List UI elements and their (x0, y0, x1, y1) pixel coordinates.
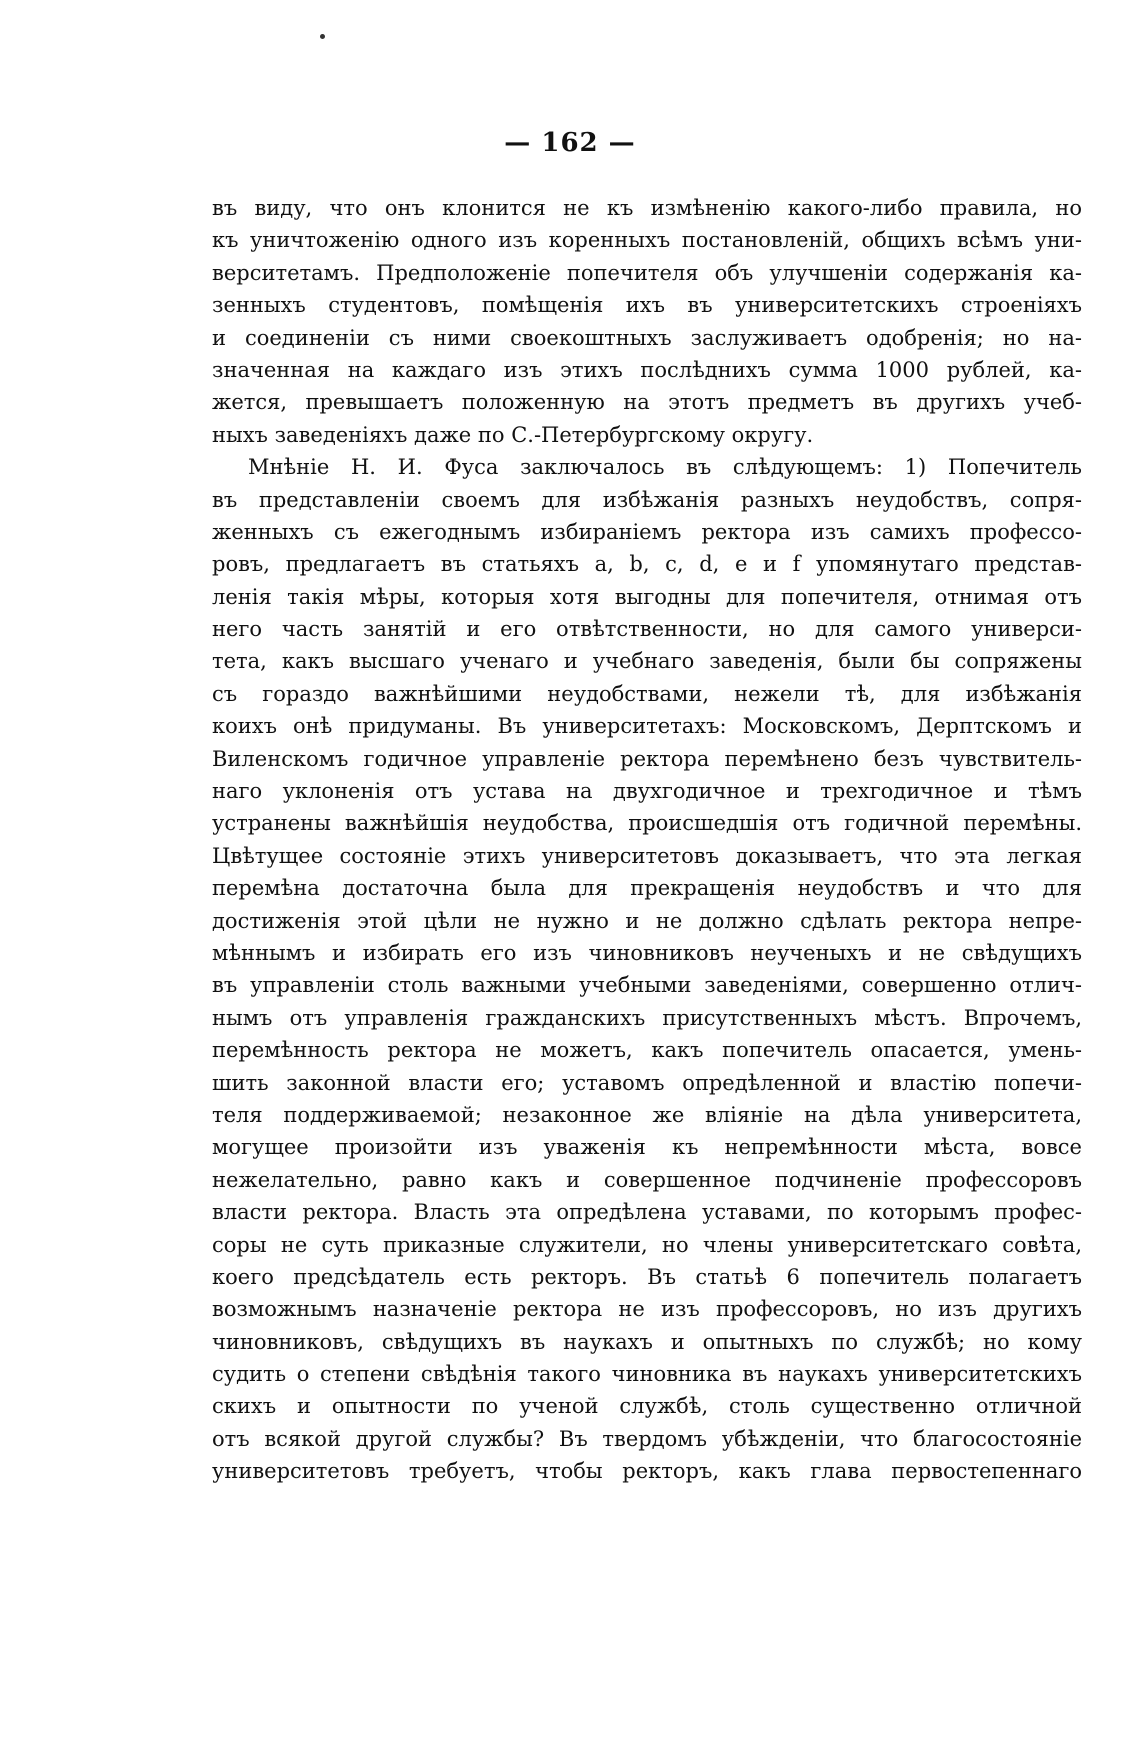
text-line: жется, превышаетъ положенную на этотъ предметъ въ другихъ учеб- (212, 390, 1082, 415)
text-line: Мнѣніе Н. И. Фуса заключалось въ слѣдующемъ: 1) Попечитель (248, 455, 1082, 480)
text-line: ровъ, предлагаетъ въ статьяхъ a, b, c, d, e и f упомянутаго представ- (212, 552, 1082, 577)
text-line: соры не суть приказные служители, но члены университетскаго совѣта, (212, 1232, 1082, 1257)
text-line: мѣннымъ и избирать его изъ чиновниковъ неученыхъ и не свѣдущихъ (212, 940, 1082, 965)
text-line: съ гораздо важнѣйшими неудобствами, нежели тѣ, для избѣжанія (212, 681, 1082, 706)
text-line: теля поддерживаемой; незаконное же вліяніе на дѣла университета, (212, 1102, 1082, 1127)
text-line: въ управленіи столь важными учебными заведеніями, совершенно отлич- (212, 973, 1082, 998)
text-line: зенныхъ студентовъ, помѣщенія ихъ въ университетскихъ строеніяхъ (212, 293, 1082, 318)
text-line: нымъ отъ управленія гражданскихъ присутственныхъ мѣстъ. Впрочемъ, (212, 1005, 1082, 1030)
text-line: женныхъ съ ежегоднымъ избираніемъ ректора изъ самихъ профессо- (212, 519, 1082, 544)
text-line: университетовъ требуетъ, чтобы ректоръ, какъ глава первостепеннаго (212, 1459, 1082, 1484)
text-line: скихъ и опытности по ученой службѣ, столь существенно отличной (212, 1394, 1082, 1419)
body-text (212, 192, 1082, 1488)
text-line: могущее произойти изъ уваженія къ непремѣнности мѣста, вовсе (212, 1135, 1082, 1160)
text-line: значенная на каждаго изъ этихъ послѣднихъ сумма 1000 рублей, ка- (212, 357, 1082, 382)
text-line: шить законной власти его; уставомъ опредѣленной и властію попечи- (212, 1070, 1082, 1095)
text-line: и соединеніи съ ними своекоштныхъ заслуживаетъ одобренія; но на- (212, 325, 1082, 350)
text-line: возможнымъ назначеніе ректора не изъ профессоровъ, но изъ другихъ (212, 1297, 1082, 1322)
text-line: коего предсѣдатель есть ректоръ. Въ статьѣ 6 попечитель полагаетъ (212, 1264, 1082, 1289)
text-line: Виленскомъ годичное управленіе ректора перемѣнено безъ чувствитель- (212, 746, 1082, 771)
text-line: въ виду, что онъ клонится не къ измѣненію какого-либо правила, но (212, 196, 1082, 220)
text-line: перемѣнность ректора не можетъ, какъ попечитель опасается, умень- (212, 1038, 1082, 1063)
text-line: власти ректора. Власть эта опредѣлена уставами, по которымъ профес- (212, 1200, 1082, 1225)
text-line: достиженія этой цѣли не нужно и не должно сдѣлать ректора непре- (212, 908, 1082, 933)
text-line: нежелательно, равно какъ и совершенное подчиненіе профессоровъ (212, 1167, 1082, 1192)
text-line: Цвѣтущее состояніе этихъ университетовъ доказываетъ, что эта легкая (212, 843, 1082, 868)
text-line: судить о степени свѣдѣнія такого чиновника въ наукахъ университетскихъ (212, 1362, 1082, 1387)
page-number: — 162 — (504, 128, 636, 158)
text-line: въ представленіи своемъ для избѣжанія разныхъ неудобствъ, сопря- (212, 487, 1082, 512)
text-line: тета, какъ высшаго ученаго и учебнаго заведенія, были бы сопряжены (212, 649, 1082, 674)
text-line: устранены важнѣйшія неудобства, происшедшія отъ годичной перемѣны. (212, 811, 1082, 836)
text-line: ленія такія мѣры, которыя хотя выгодны для попечителя, отнимая отъ (212, 584, 1082, 609)
text-line: перемѣна достаточна была для прекращенія неудобствъ и что для (212, 876, 1082, 901)
ink-speck (320, 34, 325, 39)
text-line: ныхъ заведеніяхъ даже по С.-Петербургскому округу. (212, 422, 814, 447)
text-line: наго уклоненія отъ устава на двухгодичное и трехгодичное и тѣмъ (212, 779, 1082, 804)
text-line: него часть занятій и его отвѣтственности, но для самого универси- (212, 617, 1082, 642)
text-line: чиновниковъ, свѣдущихъ въ наукахъ и опытныхъ по службѣ; но кому (212, 1329, 1082, 1354)
text-line: коихъ онѣ придуманы. Въ университетахъ: Московскомъ, Дерптскомъ и (212, 714, 1082, 739)
text-line: къ уничтоженію одного изъ коренныхъ постановленій, общихъ всѣмъ уни- (212, 228, 1082, 253)
text-line: отъ всякой другой службы? Въ твердомъ убѣжденіи, что благосостояніе (212, 1426, 1082, 1451)
text-line: верситетамъ. Предположеніе попечителя объ улучшеніи содержанія ка- (212, 260, 1082, 285)
